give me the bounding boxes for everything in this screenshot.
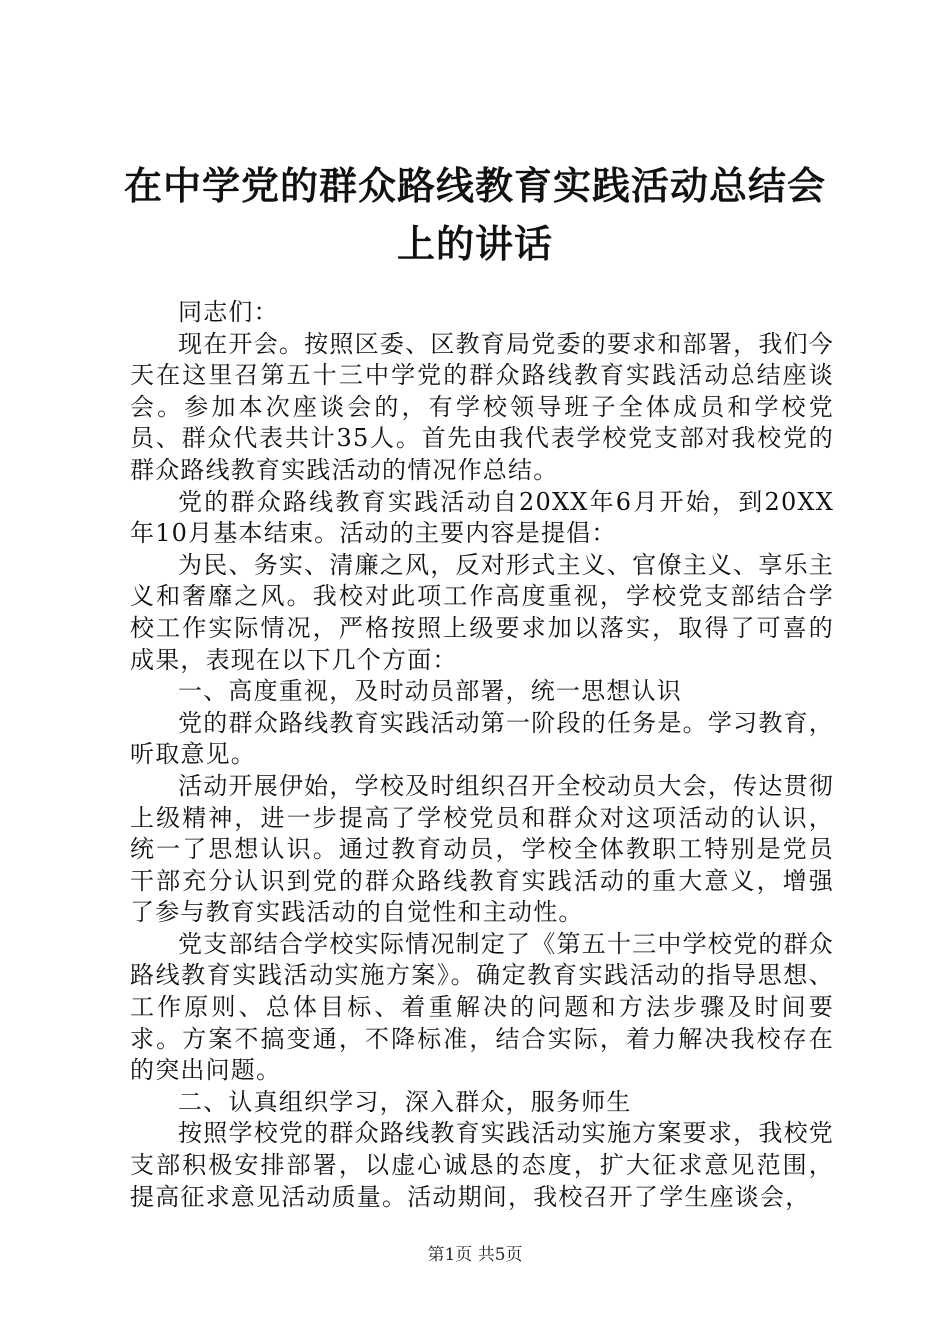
paragraph: 党的群众路线教育实践活动自20XX年6月开始，到20XX年10月基本结束。活动的主要内容是提倡： xyxy=(130,487,834,548)
paragraph: 党支部结合学校实际情况制定了《第五十三中学校党的群众路线教育实践活动实施方案》。确定教育实践活动的指导思想、工作原则、总体目标、着重解决的问题和方法步骤及时间要求。方案不搞变通，不降标准，结合实际，着力解决我校存在的突出问题。 xyxy=(130,929,834,1085)
paragraph: 党的群众路线教育实践活动第一阶段的任务是。学习教育，听取意见。 xyxy=(130,708,834,769)
section-heading: 二、认真组织学习，深入群众，服务师生 xyxy=(178,1087,632,1116)
paragraph: 活动开展伊始，学校及时组织召开全校动员大会，传达贯彻上级精神，进一步提高了学校党员和群众对这项活动的认识，统一了思想认识。通过教育动员，学校全体教职工特别是党员干部充分认识到党的群众路线教育实践活动的重大意义，增强了参与教育实践活动的自觉性和主动性。 xyxy=(130,771,834,927)
page-number-footer: 第1页 共5页 xyxy=(427,1245,523,1265)
document-body xyxy=(130,297,834,1213)
section-heading: 一、高度重视，及时动员部署，统一思想认识 xyxy=(178,677,682,706)
document-title: 在中学党的群众路线教育实践活动总结会上的讲话 xyxy=(123,164,826,266)
paragraph-greeting: 同志们： xyxy=(178,298,279,326)
paragraph: 按照学校党的群众路线教育实践活动实施方案要求，我校党支部积极安排部署，以虚心诚恳的态度，扩大征求意见范围，提高征求意见活动质量。活动期间，我校召开了学生座谈会， xyxy=(130,1119,834,1211)
paragraph: 为民、务实、清廉之风，反对形式主义、官僚主义、享乐主义和奢靡之风。我校对此项工作高度重视，学校党支部结合学校工作实际情况，严格按照上级要求加以落实，取得了可喜的成果，表现在以下几个方面： xyxy=(130,550,834,674)
paragraph: 现在开会。按照区委、区教育局党委的要求和部署，我们今天在这里召第五十三中学党的群众路线教育实践活动总结座谈会。参加本次座谈会的，有学校领导班子全体成员和学校党员、群众代表共计35人。首先由我代表学校党支部对我校党的群众路线教育实践活动的情况作总结。 xyxy=(130,329,834,484)
